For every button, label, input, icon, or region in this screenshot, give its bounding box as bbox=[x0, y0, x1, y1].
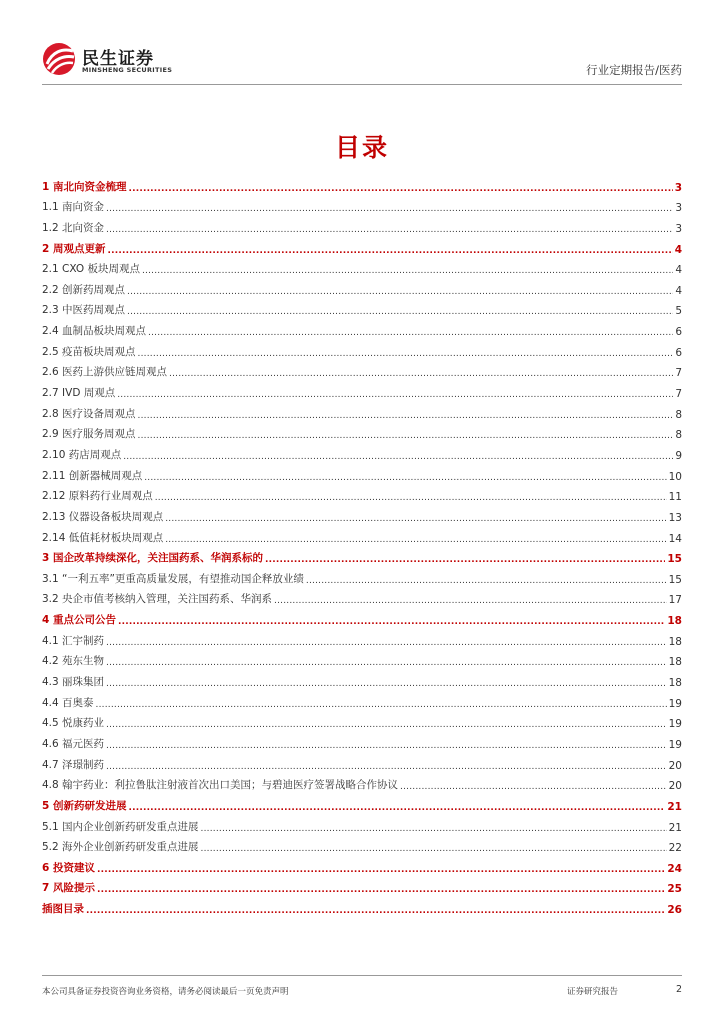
toc-entry-page: 6 bbox=[675, 346, 682, 359]
toc-entry[interactable] bbox=[42, 503, 682, 524]
toc-entry-page: 13 bbox=[668, 511, 682, 524]
toc-dot-leader bbox=[169, 367, 673, 379]
toc-dot-leader bbox=[142, 264, 673, 276]
toc-entry[interactable] bbox=[42, 648, 682, 669]
toc-dot-leader bbox=[106, 656, 667, 668]
toc-entry-label: 1.2 北向资金 bbox=[42, 221, 105, 234]
toc-dot-leader bbox=[96, 698, 667, 710]
toc-entry-label: 4 重点公司公告 bbox=[42, 614, 116, 627]
toc-entry[interactable] bbox=[42, 256, 682, 277]
toc-dot-leader bbox=[106, 739, 667, 751]
toc-entry-label: 5 创新药研发进展 bbox=[42, 799, 127, 812]
toc-entry-label: 2.4 血制品板块周观点 bbox=[42, 325, 147, 338]
toc-entry[interactable] bbox=[42, 792, 682, 813]
toc-entry-label: 2.7 IVD 周观点 bbox=[42, 387, 116, 400]
toc-entry-page: 6 bbox=[675, 326, 682, 339]
toc-dot-leader bbox=[127, 305, 673, 317]
toc-entry[interactable] bbox=[42, 400, 682, 421]
toc-entry[interactable] bbox=[42, 359, 682, 380]
toc-entry-label: 4.5 悦康药业 bbox=[42, 717, 105, 730]
toc-dot-leader bbox=[106, 677, 667, 689]
toc-entry-page: 21 bbox=[667, 800, 682, 813]
toc-entry[interactable] bbox=[42, 483, 682, 504]
toc-entry[interactable] bbox=[42, 813, 682, 834]
toc-entry[interactable] bbox=[42, 834, 682, 855]
toc-entry-page: 4 bbox=[675, 284, 682, 297]
page-header bbox=[42, 40, 682, 84]
toc-entry[interactable] bbox=[42, 586, 682, 607]
toc-entry-page: 17 bbox=[668, 594, 682, 607]
toc-entry[interactable] bbox=[42, 565, 682, 586]
toc-entry[interactable] bbox=[42, 338, 682, 359]
page-title: 目录 bbox=[334, 133, 389, 162]
toc-entry-page: 9 bbox=[675, 449, 682, 462]
toc-entry[interactable] bbox=[42, 668, 682, 689]
toc-dot-leader bbox=[165, 512, 666, 524]
toc-entry-label: 2.13 仪器设备板块周观点 bbox=[42, 510, 164, 523]
toc-entry-label: 1.1 南向资金 bbox=[42, 201, 105, 214]
footer-report-label: 证券研究报告 bbox=[567, 987, 619, 997]
toc-entry-page: 15 bbox=[668, 573, 682, 586]
toc-dot-leader bbox=[155, 491, 667, 503]
toc-entry[interactable] bbox=[42, 751, 682, 772]
footer-disclaimer: 本公司具备证券投资咨询业务资格，请务必阅读最后一页免责声明 bbox=[42, 987, 289, 997]
toc-entry-label: 2.1 CXO 板块周观点 bbox=[42, 263, 140, 276]
toc-entry[interactable] bbox=[42, 895, 682, 916]
toc-entry-label: 4.7 泽璟制药 bbox=[42, 758, 105, 771]
toc-dot-leader bbox=[128, 182, 672, 194]
page-number: 2 bbox=[675, 984, 682, 995]
toc-entry-page: 18 bbox=[668, 656, 682, 669]
toc-entry[interactable] bbox=[42, 710, 682, 731]
toc-entry-page: 20 bbox=[668, 759, 682, 772]
toc-entry[interactable] bbox=[42, 772, 682, 793]
toc-entry[interactable] bbox=[42, 421, 682, 442]
toc-dot-leader bbox=[138, 429, 674, 441]
header-divider bbox=[42, 84, 682, 85]
toc-entry-label: 7 风险提示 bbox=[42, 882, 95, 895]
toc-entry-label: 3.1 “一利五率”更重高质量发展，有望推动国企释放业绩 bbox=[42, 572, 304, 585]
toc-dot-leader bbox=[123, 450, 673, 462]
toc-entry[interactable] bbox=[42, 854, 682, 875]
toc-entry-page: 3 bbox=[675, 222, 682, 235]
toc-entry[interactable] bbox=[42, 214, 682, 235]
toc-entry-label: 2.10 药店周观点 bbox=[42, 448, 122, 461]
logo-chinese-name: 民生证券 bbox=[82, 49, 154, 69]
toc-entry-page: 8 bbox=[675, 408, 682, 421]
toc-entry[interactable] bbox=[42, 524, 682, 545]
toc-dot-leader bbox=[128, 801, 665, 813]
toc-entry-page: 14 bbox=[668, 532, 682, 545]
toc-entry-page: 24 bbox=[667, 862, 682, 875]
toc-dot-leader bbox=[201, 822, 667, 834]
toc-dot-leader bbox=[86, 904, 665, 916]
toc-dot-leader bbox=[165, 533, 666, 545]
toc-entry-label: 4.3 丽珠集团 bbox=[42, 676, 105, 689]
toc-entry-label: 5.2 海外企业创新药研发重点进展 bbox=[42, 841, 199, 854]
minsheng-logo-icon bbox=[42, 42, 78, 76]
toc-entry-label: 5.1 国内企业创新药研发重点进展 bbox=[42, 820, 199, 833]
toc-entry-page: 18 bbox=[668, 677, 682, 690]
toc-entry-page: 8 bbox=[675, 429, 682, 442]
toc-entry-page: 18 bbox=[667, 615, 682, 628]
toc-entry-label: 6 投资建议 bbox=[42, 861, 95, 874]
toc-entry-label: 4.2 苑东生物 bbox=[42, 655, 105, 668]
toc-entry-page: 7 bbox=[675, 388, 682, 401]
toc-entry-label: 3.2 央企市值考核纳入管理，关注国药系、华润系 bbox=[42, 593, 273, 606]
toc-entry-page: 3 bbox=[675, 202, 682, 215]
toc-entry[interactable] bbox=[42, 379, 682, 400]
toc-entry-label: 2 周观点更新 bbox=[42, 242, 106, 255]
toc-dot-leader bbox=[306, 574, 667, 586]
toc-dot-leader bbox=[106, 636, 667, 648]
toc-dot-leader bbox=[148, 326, 673, 338]
toc-entry[interactable] bbox=[42, 235, 682, 256]
toc-entry-label: 2.14 低值耗材板块周观点 bbox=[42, 531, 164, 544]
toc-entry-page: 11 bbox=[668, 491, 682, 504]
toc-entry[interactable] bbox=[42, 689, 682, 710]
toc-dot-leader bbox=[138, 409, 674, 421]
toc-entry[interactable] bbox=[42, 441, 682, 462]
toc-entry-page: 4 bbox=[674, 243, 682, 256]
minsheng-logo bbox=[42, 40, 242, 80]
toc-entry-page: 5 bbox=[675, 305, 682, 318]
logo-english-name: MINSHENG SECURITIES bbox=[82, 66, 173, 74]
toc-entry-label: 2.11 创新器械周观点 bbox=[42, 469, 143, 482]
toc-entry-page: 18 bbox=[668, 635, 682, 648]
toc-dot-leader bbox=[274, 594, 667, 606]
toc-entry-page: 7 bbox=[675, 367, 682, 380]
toc-entry[interactable] bbox=[42, 276, 682, 297]
toc-dot-leader bbox=[201, 842, 667, 854]
toc-entry-label: 4.1 汇宇制药 bbox=[42, 634, 105, 647]
toc-entry[interactable] bbox=[42, 545, 682, 566]
table-of-contents bbox=[42, 173, 682, 916]
toc-entry-label: 2.8 医疗设备周观点 bbox=[42, 407, 136, 420]
toc-entry-label: 2.12 原料药行业周观点 bbox=[42, 490, 153, 503]
toc-entry-page: 19 bbox=[668, 697, 682, 710]
toc-dot-leader bbox=[97, 883, 665, 895]
toc-entry-page: 22 bbox=[668, 842, 682, 855]
toc-dot-leader bbox=[127, 285, 673, 297]
toc-dot-leader bbox=[106, 202, 673, 214]
toc-entry-label: 2.2 创新药周观点 bbox=[42, 283, 126, 296]
toc-dot-leader bbox=[118, 615, 665, 627]
toc-entry[interactable] bbox=[42, 173, 682, 194]
toc-entry-page: 10 bbox=[668, 470, 682, 483]
toc-dot-leader bbox=[97, 863, 665, 875]
toc-entry-page: 19 bbox=[668, 718, 682, 731]
toc-entry-page: 19 bbox=[668, 738, 682, 751]
toc-entry-label: 4.6 福元医药 bbox=[42, 737, 105, 750]
toc-entry[interactable] bbox=[42, 730, 682, 751]
toc-dot-leader bbox=[107, 244, 672, 256]
toc-dot-leader bbox=[106, 760, 667, 772]
toc-entry-page: 25 bbox=[667, 883, 682, 896]
toc-dot-leader bbox=[117, 388, 673, 400]
toc-entry-page: 21 bbox=[668, 821, 682, 834]
report-type: 行业定期报告/医药 bbox=[586, 63, 682, 77]
toc-entry-page: 4 bbox=[675, 264, 682, 277]
toc-entry[interactable] bbox=[42, 462, 682, 483]
toc-entry-label: 3 国企改革持续深化，关注国药系、华润系标的 bbox=[42, 552, 263, 565]
toc-entry-page: 15 bbox=[667, 553, 682, 566]
toc-dot-leader bbox=[144, 471, 666, 483]
toc-entry-label: 2.9 医疗服务周观点 bbox=[42, 428, 136, 441]
toc-entry[interactable] bbox=[42, 297, 682, 318]
toc-entry[interactable] bbox=[42, 627, 682, 648]
toc-dot-leader bbox=[106, 223, 673, 235]
toc-entry-label: 4.8 翰宇药业：利拉鲁肽注射液首次出口美国；与碧迪医疗签署战略合作协议 bbox=[42, 779, 399, 792]
toc-dot-leader bbox=[400, 780, 667, 792]
toc-dot-leader bbox=[106, 718, 667, 730]
toc-entry-label: 2.6 医药上游供应链周观点 bbox=[42, 366, 168, 379]
toc-entry-page: 26 bbox=[667, 904, 682, 917]
toc-entry-label: 4.4 百奥泰 bbox=[42, 696, 94, 709]
toc-dot-leader bbox=[138, 347, 674, 359]
toc-entry-label: 1 南北向资金梳理 bbox=[42, 180, 127, 193]
toc-entry-label: 2.5 疫苗板块周观点 bbox=[42, 345, 136, 358]
toc-entry-label: 2.3 中医药周观点 bbox=[42, 304, 126, 317]
toc-dot-leader bbox=[265, 553, 665, 565]
toc-entry[interactable] bbox=[42, 317, 682, 338]
toc-entry[interactable] bbox=[42, 875, 682, 896]
footer-divider bbox=[42, 975, 682, 976]
toc-entry[interactable] bbox=[42, 606, 682, 627]
toc-entry-page: 20 bbox=[668, 780, 682, 793]
toc-entry-page: 3 bbox=[674, 181, 682, 194]
toc-entry-label: 插图目录 bbox=[42, 903, 84, 916]
toc-entry[interactable] bbox=[42, 194, 682, 215]
